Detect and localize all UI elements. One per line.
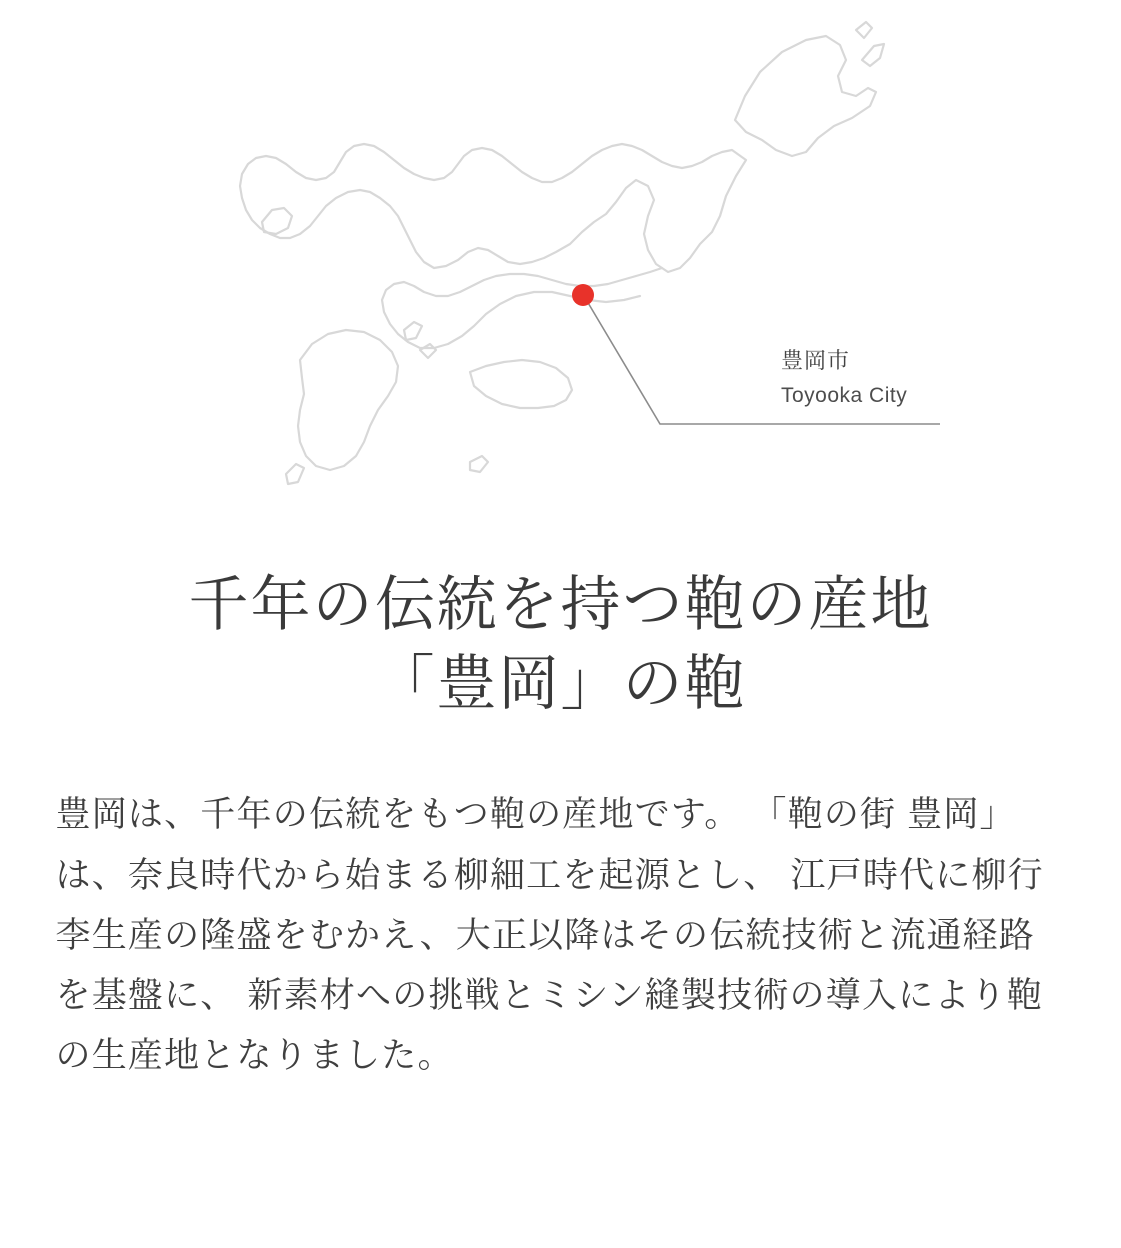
- map-city-label: [781, 345, 907, 411]
- body-copy: [56, 785, 1066, 1086]
- map-city-label-jp: 豊岡市: [781, 348, 851, 373]
- map-city-label-en: Toyooka City: [781, 383, 908, 407]
- page-title-line-1: 千年の伝統を持つ鞄の産地: [188, 571, 933, 638]
- page-title: [0, 565, 1121, 723]
- page-title-line-2: 「豊岡」の鞄: [374, 650, 747, 718]
- body-paragraph: 豊岡は、千年の伝統をもつ鞄の産地です。 「鞄の街 豊岡」は、奈良時代から始まる柳細工を起源とし、 江戸時代に柳行李生産の隆盛をむかえ、大正以降はその伝統技術と流通経路を基盤に、 新素材への挑戦とミシン縫製技術の導入により鞄の生産地となりました。: [55, 795, 1044, 1076]
- location-pin-icon: [572, 284, 594, 306]
- japan-map-figure: [0, 0, 1121, 545]
- japan-map-outline-icon: [0, 0, 1121, 545]
